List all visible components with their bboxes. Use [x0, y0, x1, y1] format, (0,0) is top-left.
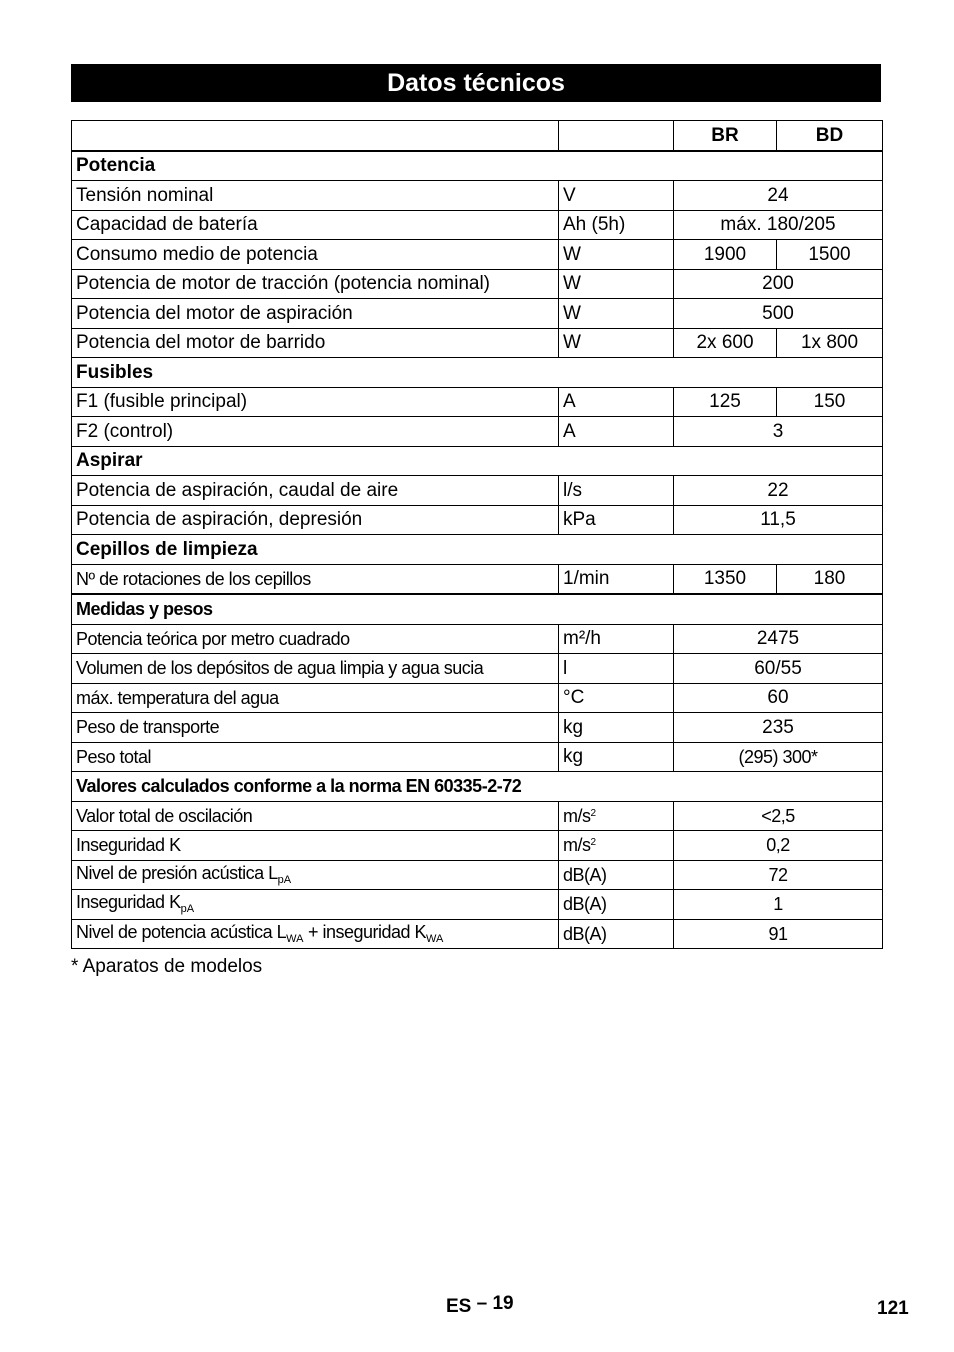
table-row	[72, 860, 883, 890]
row-value-bd: 150	[777, 387, 883, 417]
table-row	[72, 831, 883, 861]
row-value: 91	[674, 919, 883, 949]
row-unit	[559, 801, 674, 831]
section-row	[72, 535, 883, 565]
label-subscript-2: WA	[426, 932, 444, 945]
row-value: máx. 180/205	[674, 210, 883, 240]
section-row	[72, 151, 883, 181]
row-value-br: 1350	[674, 564, 777, 594]
row-value-bd: 180	[777, 564, 883, 594]
footer-language-page	[446, 1293, 514, 1318]
row-unit: l/s	[559, 476, 674, 506]
row-label: Potencia teórica por metro cuadrado	[72, 624, 559, 654]
column-header-bd: BD	[777, 121, 883, 151]
row-unit	[559, 831, 674, 861]
section-valores: Valores calculados conforme a la norma EN 60335-2-72	[72, 772, 883, 802]
row-value: 72	[674, 860, 883, 890]
row-unit: °C	[559, 683, 674, 713]
row-label: Potencia del motor de barrido	[72, 328, 559, 358]
section-potencia: Potencia	[72, 151, 883, 181]
row-value: 60	[674, 683, 883, 713]
row-unit: A	[559, 387, 674, 417]
row-unit: dB(A)	[559, 890, 674, 920]
row-label: F2 (control)	[72, 417, 559, 447]
table-row	[72, 801, 883, 831]
section-row	[72, 772, 883, 802]
table-row	[72, 713, 883, 743]
page-number: 121	[877, 1298, 909, 1319]
table-row	[72, 742, 883, 772]
row-unit: A	[559, 417, 674, 447]
row-label	[72, 919, 559, 949]
row-unit: V	[559, 181, 674, 211]
unit-base: m/s	[563, 835, 591, 856]
row-label: Consumo medio de potencia	[72, 240, 559, 270]
row-unit: dB(A)	[559, 860, 674, 890]
table-row	[72, 417, 883, 447]
unit-superscript: 2	[590, 807, 597, 819]
section-aspirar: Aspirar	[72, 446, 883, 476]
row-label: Potencia de aspiración, depresión	[72, 505, 559, 535]
row-label: Potencia del motor de aspiración	[72, 299, 559, 329]
table-row	[72, 505, 883, 535]
header-empty-label	[72, 121, 559, 151]
section-row	[72, 446, 883, 476]
page-title: Datos técnicos	[71, 64, 881, 102]
table-row	[72, 624, 883, 654]
table-row	[72, 181, 883, 211]
table-row	[72, 476, 883, 506]
row-unit: kPa	[559, 505, 674, 535]
row-value-bd: 1500	[777, 240, 883, 270]
technical-data-table	[71, 120, 883, 949]
label-subscript: pA	[277, 873, 292, 886]
row-value: 500	[674, 299, 883, 329]
row-value-br: 2x 600	[674, 328, 777, 358]
footnote: * Aparatos de modelos	[71, 956, 263, 977]
row-unit: kg	[559, 713, 674, 743]
table-row	[72, 387, 883, 417]
row-value: 235	[674, 713, 883, 743]
row-label: Potencia de motor de tracción (potencia nominal)	[72, 269, 559, 299]
row-unit: W	[559, 328, 674, 358]
section-medidas: Medidas y pesos	[72, 594, 883, 624]
row-value: 200	[674, 269, 883, 299]
label-subscript: WA	[286, 932, 304, 945]
row-value: 3	[674, 417, 883, 447]
footer-section-page: – 19	[476, 1293, 514, 1314]
row-value-br: 1900	[674, 240, 777, 270]
row-unit: Ah (5h)	[559, 210, 674, 240]
row-value: 60/55	[674, 654, 883, 684]
row-value: 0,2	[674, 831, 883, 861]
table-header-row	[72, 121, 883, 151]
table-row	[72, 564, 883, 594]
row-unit: kg	[559, 742, 674, 772]
row-value: 22	[674, 476, 883, 506]
row-label: Valor total de oscilación	[72, 801, 559, 831]
row-unit: dB(A)	[559, 919, 674, 949]
row-label	[72, 890, 559, 920]
row-label: F1 (fusible principal)	[72, 387, 559, 417]
row-label: Peso de transporte	[72, 713, 559, 743]
unit-base: m/s	[563, 805, 591, 826]
row-unit: m²/h	[559, 624, 674, 654]
row-unit: W	[559, 299, 674, 329]
row-label: Nº de rotaciones de los cepillos	[72, 564, 559, 594]
row-label: Volumen de los depósitos de agua limpia y agua sucia	[72, 654, 559, 684]
row-value: 11,5	[674, 505, 883, 535]
label-text: Nivel de potencia acústica L	[76, 921, 287, 942]
label-text-mid: + inseguridad K	[303, 921, 427, 942]
row-label: Capacidad de batería	[72, 210, 559, 240]
label-text: Nivel de presión acústica L	[76, 862, 278, 883]
column-header-br: BR	[674, 121, 777, 151]
row-unit: W	[559, 269, 674, 299]
row-label: Tensión nominal	[72, 181, 559, 211]
row-unit: 1/min	[559, 564, 674, 594]
section-row	[72, 358, 883, 388]
row-label	[72, 860, 559, 890]
row-label: Peso total	[72, 742, 559, 772]
table-row	[72, 328, 883, 358]
header-empty-unit	[559, 121, 674, 151]
table-row	[72, 269, 883, 299]
row-value: 24	[674, 181, 883, 211]
unit-superscript: 2	[590, 837, 597, 849]
table-row	[72, 210, 883, 240]
table-row	[72, 240, 883, 270]
footer-language: ES	[446, 1296, 472, 1317]
row-value-bd: 1x 800	[777, 328, 883, 358]
row-value: 2475	[674, 624, 883, 654]
section-fusibles: Fusibles	[72, 358, 883, 388]
row-value: 1	[674, 890, 883, 920]
section-cepillos: Cepillos de limpieza	[72, 535, 883, 565]
row-label: máx. temperatura del agua	[72, 683, 559, 713]
row-label: Inseguridad K	[72, 831, 559, 861]
row-value: <2,5	[674, 801, 883, 831]
table-row	[72, 654, 883, 684]
row-unit: l	[559, 654, 674, 684]
section-row	[72, 594, 883, 624]
label-subscript: pA	[180, 903, 195, 916]
label-text: Inseguridad K	[76, 892, 181, 913]
row-unit: W	[559, 240, 674, 270]
table-row	[72, 919, 883, 949]
row-label: Potencia de aspiración, caudal de aire	[72, 476, 559, 506]
row-value-br: 125	[674, 387, 777, 417]
table-row	[72, 683, 883, 713]
table-row	[72, 299, 883, 329]
table-row	[72, 890, 883, 920]
row-value: (295) 300*	[674, 742, 883, 772]
